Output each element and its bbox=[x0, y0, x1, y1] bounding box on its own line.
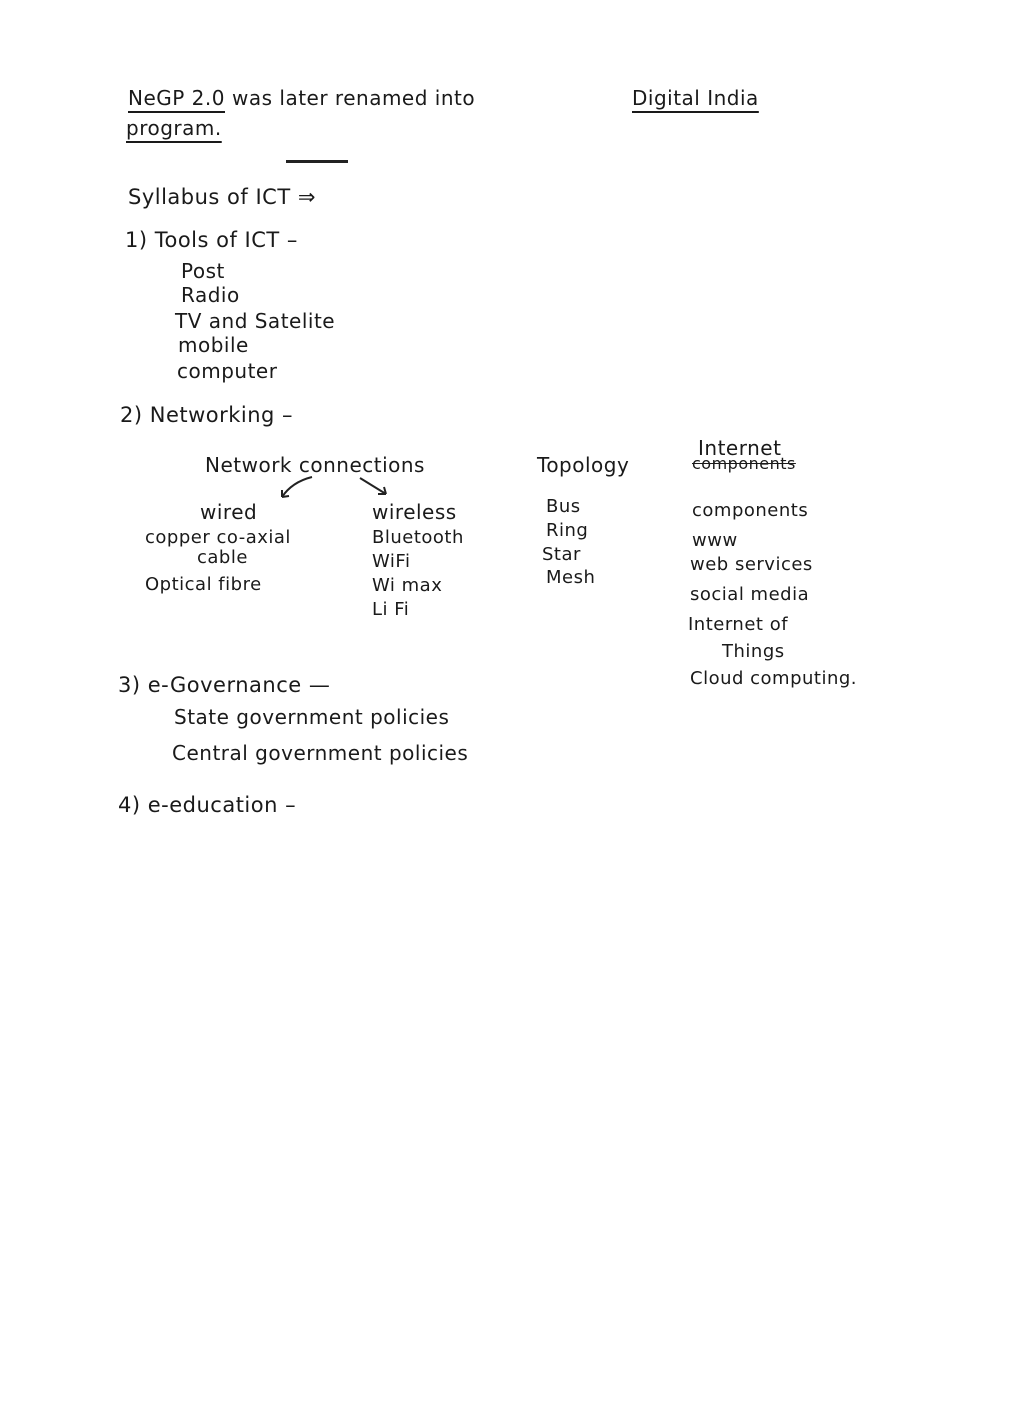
internet-item: social media bbox=[690, 584, 810, 605]
networking-heading: 2) Networking – bbox=[120, 403, 294, 427]
internet-struck-label: components bbox=[692, 454, 796, 473]
wireless-item: Wi max bbox=[372, 575, 443, 596]
wireless-label: wireless bbox=[372, 500, 457, 524]
topology-item: Bus bbox=[546, 496, 581, 517]
topology-item: Ring bbox=[546, 520, 589, 541]
tool-item: mobile bbox=[178, 333, 249, 357]
egovernance-item: Central government policies bbox=[172, 741, 469, 765]
internet-item: web services bbox=[690, 554, 813, 575]
separator-dash bbox=[286, 160, 348, 163]
internet-item: Internet of bbox=[688, 614, 789, 635]
program-label: program. bbox=[126, 116, 222, 140]
wired-label: wired bbox=[200, 500, 258, 524]
tools-heading: 1) Tools of ICT – bbox=[125, 228, 298, 252]
wireless-item: Bluetooth bbox=[372, 527, 464, 548]
topology-item: Mesh bbox=[546, 567, 596, 588]
egovernance-heading: 3) e-Governance — bbox=[118, 673, 331, 697]
digital-india-label: Digital India bbox=[632, 86, 759, 110]
internet-item: Cloud computing. bbox=[690, 668, 858, 689]
wired-item: cable bbox=[197, 547, 248, 568]
syllabus-heading: Syllabus of ICT ⇒ bbox=[128, 185, 316, 209]
wireless-item: WiFi bbox=[372, 551, 411, 572]
negp-label: NeGP 2.0 bbox=[128, 86, 225, 110]
wired-item: copper co-axial bbox=[145, 527, 291, 548]
topology-label: Topology bbox=[537, 453, 630, 477]
internet-item: www bbox=[692, 530, 738, 551]
tool-item: Radio bbox=[181, 283, 240, 307]
wireless-item: Li Fi bbox=[372, 599, 410, 620]
eeducation-heading: 4) e-education – bbox=[118, 793, 297, 817]
topology-item: Star bbox=[542, 544, 581, 565]
tool-item: Post bbox=[181, 259, 225, 283]
egovernance-item: State government policies bbox=[174, 705, 450, 729]
internet-item: Things bbox=[722, 641, 785, 662]
wired-item: Optical fibre bbox=[145, 574, 262, 595]
tool-item: computer bbox=[177, 359, 278, 383]
tool-item: TV and Satelite bbox=[175, 309, 336, 333]
internet-item: components bbox=[692, 500, 809, 521]
internet-label: Internet bbox=[698, 436, 782, 460]
network-connections-label: Network connections bbox=[205, 453, 425, 477]
renamed-text: was later renamed into bbox=[232, 86, 476, 110]
